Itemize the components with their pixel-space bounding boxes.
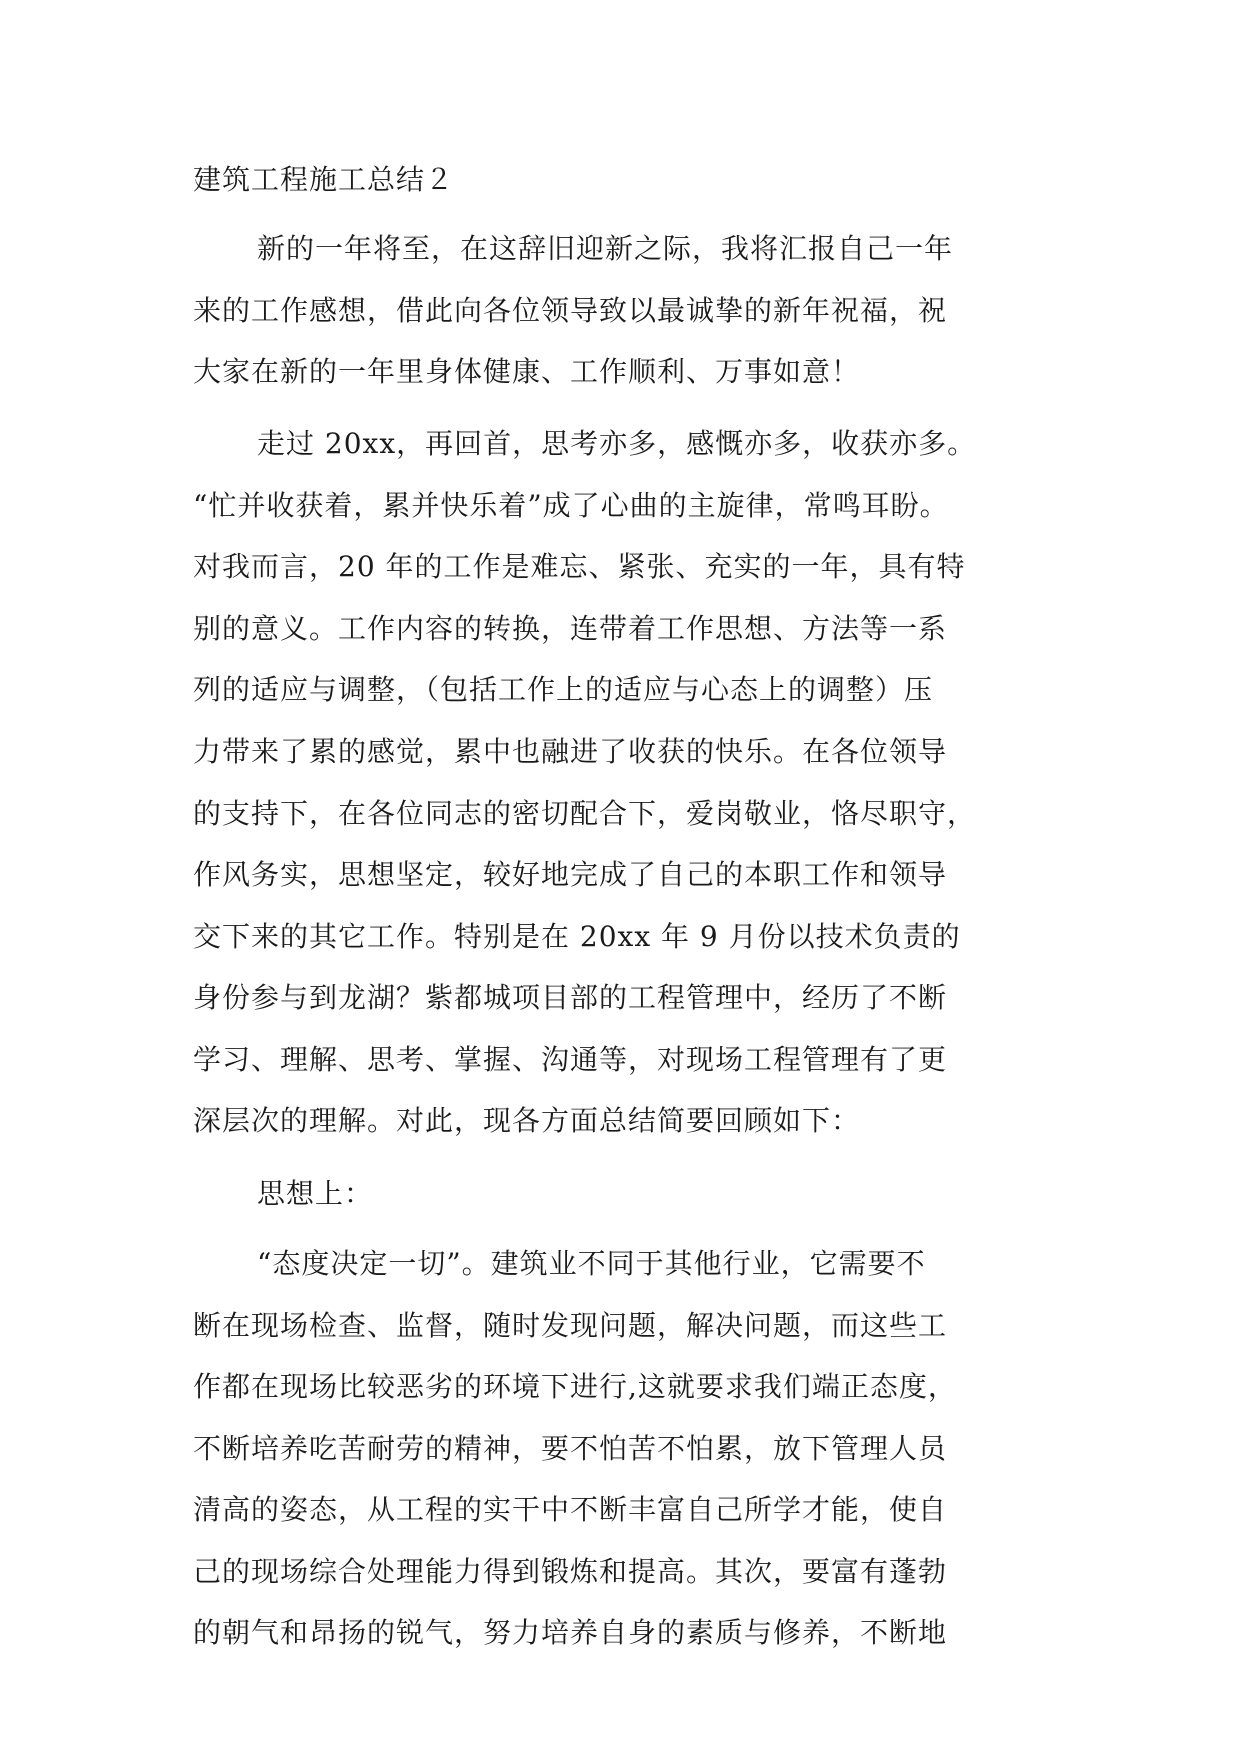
paragraph-line: “忙并收获着，累并快乐着”成了心曲的主旋律，常鸣耳盼。 <box>193 489 949 522</box>
paragraph-line: 作都在现场比较恶劣的环境下进行,这就要求我们端正态度， <box>193 1370 957 1403</box>
paragraph-line: 的朝气和昂扬的锐气，努力培养自身的素质与修养，不断地 <box>193 1616 948 1649</box>
paragraph-line: “态度决定一切”。建筑业不同于其他行业，它需要不 <box>257 1247 926 1280</box>
paragraph-line: 清高的姿态，从工程的实干中不断丰富自己所学才能，使自 <box>193 1493 948 1526</box>
paragraph-line: 别的意义。工作内容的转换，连带着工作思想、方法等一系 <box>193 612 948 645</box>
paragraph-line: 己的现场综合处理能力得到锻炼和提高。其次，要富有蓬勃 <box>193 1555 948 1588</box>
paragraph-line: 深层次的理解。对此，现各方面总结简要回顾如下： <box>193 1104 861 1137</box>
paragraph-line: 交下来的其它工作。特别是在 20xx 年 9 月份以技术负责的 <box>193 920 961 953</box>
paragraph-line: 的支持下，在各位同志的密切配合下，爱岗敬业，恪尽职守， <box>193 797 977 830</box>
paragraph-line: 身份参与到龙湖？紫都城项目部的工程管理中，经历了不断 <box>193 981 948 1014</box>
paragraph-line: 大家在新的一年里身体健康、工作顺利、万事如意！ <box>193 355 861 388</box>
paragraph-line: 断在现场检查、监督，随时发现问题，解决问题，而这些工 <box>193 1309 948 1342</box>
paragraph-line: 新的一年将至，在这辞旧迎新之际，我将汇报自己一年 <box>257 232 954 265</box>
paragraph-line: 作风务实，思想坚定，较好地完成了自己的本职工作和领导 <box>193 858 948 891</box>
paragraph-line: 力带来了累的感觉，累中也融进了收获的快乐。在各位领导 <box>193 735 948 768</box>
document-title: 建筑工程施工总结２ <box>193 163 455 196</box>
paragraph-line: 走过 20xx，再回首，思考亦多，感慨亦多，收获亦多。 <box>257 427 977 460</box>
paragraph-line: 来的工作感想，借此向各位领导致以最诚挚的新年祝福，祝 <box>193 294 948 327</box>
paragraph-line: 学习、理解、思考、掌握、沟通等，对现场工程管理有了更 <box>193 1043 948 1076</box>
section-heading: 思想上： <box>257 1177 374 1210</box>
paragraph-line: 不断培养吃苦耐劳的精神，要不怕苦不怕累，放下管理人员 <box>193 1432 948 1465</box>
paragraph-line: 列的适应与调整，（包括工作上的适应与心态上的调整）压 <box>193 673 934 706</box>
paragraph-line: 对我而言，20 年的工作是难忘、紧张、充实的一年，具有特 <box>193 550 966 583</box>
